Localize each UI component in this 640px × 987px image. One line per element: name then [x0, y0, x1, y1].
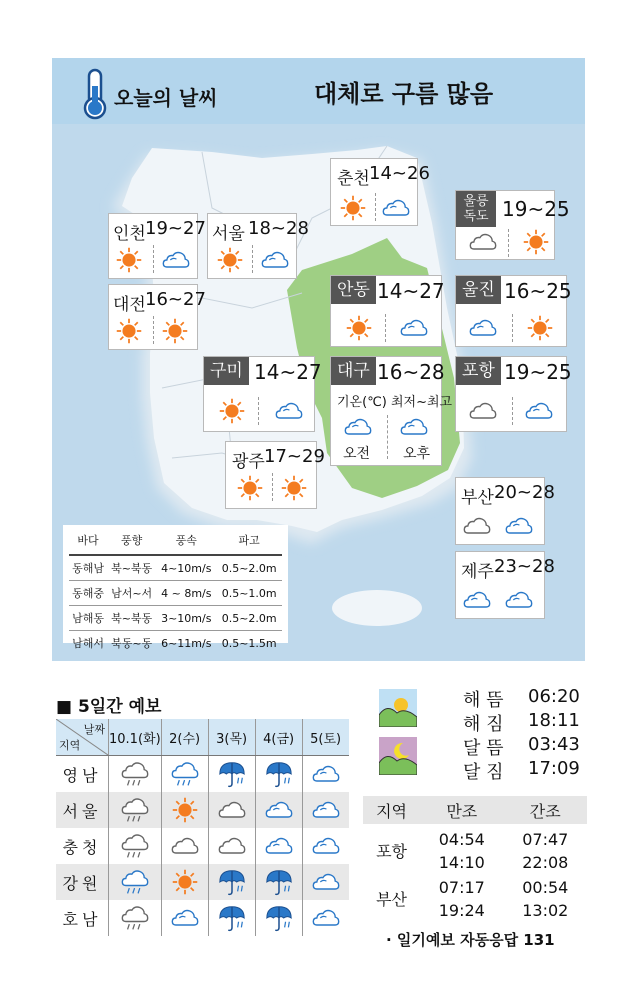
- partly-cloudy-icon: [524, 397, 554, 425]
- partly-cloudy-icon: [274, 397, 304, 425]
- table-row: [56, 900, 349, 936]
- table-row: 남해동 북~북동 3~10m/s 0.5~2.0m: [69, 606, 282, 631]
- cloudy-icon: [468, 397, 498, 425]
- sunny-icon: [115, 317, 143, 345]
- region-name: 대전: [113, 295, 146, 315]
- region-name-tag: 대구: [331, 357, 376, 385]
- low-tide-time: 22:08: [522, 853, 569, 872]
- cloud-rain-icon: [109, 828, 162, 864]
- table-row: 동해남 북~북동 4~10m/s 0.5~2.0m: [69, 555, 282, 581]
- region-temps: 16~25: [504, 279, 572, 303]
- partly-cloudy-icon: [462, 586, 492, 614]
- forecast-day: 3(목): [208, 719, 255, 756]
- low-tide-time: 00:54: [522, 878, 569, 897]
- sunset-label: 해 짐: [463, 714, 504, 735]
- region-box-chuncheon: [330, 158, 430, 226]
- region-name: 춘천: [337, 169, 370, 189]
- sea-header: 바다: [69, 529, 107, 555]
- high-tide-time: 07:17: [438, 878, 485, 897]
- region-box-seoul: [207, 213, 309, 279]
- partly-cloudy-icon: [381, 194, 411, 222]
- sunrise-icon: [379, 689, 417, 727]
- moonset-label: 달 짐: [463, 762, 504, 783]
- region-temps: 14~27: [254, 360, 322, 384]
- region-name: 제주: [461, 562, 494, 582]
- partly-cloudy-icon: [161, 900, 208, 936]
- high-tide-time: 19:24: [438, 901, 485, 920]
- table-row: [56, 756, 349, 793]
- partly-cloudy-icon: [504, 512, 534, 540]
- region-box-daegu: [330, 356, 453, 466]
- table-row: [363, 824, 587, 875]
- region-name: 광주: [232, 452, 265, 472]
- weather-summary: 대체로 구름 많음: [314, 80, 493, 108]
- partly-cloudy-rain-icon: [109, 864, 162, 900]
- region-name: 인천: [113, 224, 146, 244]
- sunny-icon: [161, 792, 208, 828]
- region-temps: 16~28: [377, 360, 445, 384]
- umbrella-icon: [255, 900, 302, 936]
- sunny-icon: [115, 246, 143, 274]
- region-name: 부산: [461, 488, 494, 508]
- sunrise-time: 06:20: [528, 686, 580, 707]
- cloud-rain-icon: [109, 900, 162, 936]
- region-name-tag: 구미: [204, 357, 249, 385]
- table-row: [363, 875, 587, 923]
- tide-region: 부산: [376, 889, 407, 909]
- five-day-forecast-table: [56, 719, 349, 936]
- sunny-icon: [339, 194, 367, 222]
- cloudy-icon: [208, 792, 255, 828]
- wind-dir-header: 풍향: [107, 529, 156, 555]
- partly-cloudy-icon: [260, 246, 290, 274]
- partly-cloudy-icon: [302, 792, 349, 828]
- wind-speed-header: 풍속: [156, 529, 216, 555]
- region-box-gumi: [203, 356, 322, 432]
- moonrise-time: 03:43: [528, 734, 580, 755]
- forecast-region: 충청: [62, 837, 102, 857]
- partly-cloudy-icon: [302, 756, 349, 793]
- partly-cloudy-icon: [255, 792, 302, 828]
- cloud-rain-icon: [109, 792, 162, 828]
- cloudy-icon: [468, 228, 498, 256]
- low-tide-time: 07:47: [522, 830, 569, 849]
- partly-cloudy-rain-icon: [161, 756, 208, 793]
- forecast-region: 호남: [62, 909, 102, 929]
- table-row: [56, 828, 349, 864]
- low-tide-time: 13:02: [522, 901, 569, 920]
- region-box-ulleung: [455, 190, 570, 260]
- sunny-icon: [161, 864, 208, 900]
- region-name-tag: 안동: [331, 276, 376, 304]
- region-box-daejeon: [108, 284, 206, 350]
- forecast-day: 2(수): [161, 719, 208, 756]
- moonrise-icon: [379, 737, 417, 775]
- forecast-day: 5(토): [302, 719, 349, 756]
- region-temps: 19~25: [502, 197, 570, 221]
- high-tide-time: 14:10: [438, 853, 485, 872]
- umbrella-icon: [255, 756, 302, 793]
- partly-cloudy-icon: [302, 900, 349, 936]
- high-tide-header: 만조: [420, 796, 503, 824]
- forecast-day: 4(금): [255, 719, 302, 756]
- region-box-incheon: [108, 213, 206, 279]
- forecast-title: ■ 5일간 예보: [56, 697, 162, 717]
- umbrella-icon: [208, 864, 255, 900]
- cloud-rain-icon: [109, 756, 162, 793]
- cloudy-icon: [208, 828, 255, 864]
- tide-region: 포항: [376, 841, 407, 861]
- partly-cloudy-icon: [343, 413, 373, 441]
- table-row: 동해중 남서~서 4 ~ 8m/s 0.5~1.0m: [69, 581, 282, 606]
- forecast-region: 강원: [56, 864, 109, 900]
- partly-cloudy-icon: [468, 314, 498, 342]
- region-name: 서울: [212, 224, 245, 244]
- region-temps: 23~28: [494, 556, 555, 577]
- umbrella-icon: [255, 864, 302, 900]
- region-box-jeju: [455, 551, 555, 619]
- wave-height-header: 파고: [216, 529, 282, 555]
- sunny-icon: [280, 474, 308, 502]
- region-box-gwangju: [225, 441, 325, 509]
- partly-cloudy-icon: [302, 864, 349, 900]
- region-box-pohang: [455, 356, 572, 432]
- region-temps: 14~27: [377, 279, 445, 303]
- forecast-corner: 날짜 지역: [56, 719, 109, 756]
- partly-cloudy-icon: [255, 828, 302, 864]
- forecast-hotline: · 일기예보 자동응답 131: [386, 931, 555, 949]
- region-temps: 19~25: [504, 360, 572, 384]
- table-row: 남해서 북동~동 6~11m/s 0.5~1.5m: [72, 636, 277, 650]
- sea-conditions-table: [63, 525, 288, 650]
- region-temps: 19~27: [145, 218, 206, 239]
- moonrise-label: 달 뜸: [463, 738, 504, 759]
- tide-table: [363, 796, 587, 923]
- forecast-region: 영남: [62, 765, 102, 785]
- partly-cloudy-icon: [504, 586, 534, 614]
- sunrise-label: 해 뜸: [463, 690, 504, 711]
- region-box-busan: [455, 477, 555, 545]
- sunny-icon: [522, 228, 550, 256]
- cloudy-icon: [462, 512, 492, 540]
- sunset-time: 18:11: [528, 710, 580, 731]
- region-name-tag: 울진: [456, 276, 501, 304]
- region-temps: 14~26: [369, 163, 430, 184]
- tide-region-header: 지역: [363, 796, 420, 824]
- region-box-andong: [330, 275, 445, 347]
- sunny-icon: [216, 246, 244, 274]
- pm-label: 오후: [403, 446, 431, 462]
- moonset-time: 17:09: [528, 758, 580, 779]
- partly-cloudy-icon: [399, 413, 429, 441]
- sunny-icon: [218, 397, 246, 425]
- partly-cloudy-icon: [302, 828, 349, 864]
- cloudy-icon: [161, 828, 208, 864]
- sunny-icon: [236, 474, 264, 502]
- forecast-region: 서울: [56, 792, 109, 828]
- region-box-uljin: [455, 275, 572, 347]
- region-name-tag: 포항: [456, 357, 501, 385]
- forecast-day: 10.1(화): [109, 719, 162, 756]
- region-temps: 17~29: [264, 446, 325, 467]
- sunny-icon: [345, 314, 373, 342]
- region-temps: 20~28: [494, 482, 555, 503]
- sunny-icon: [526, 314, 554, 342]
- today-weather-title: 오늘의 날씨: [114, 86, 218, 110]
- am-label: 오전: [343, 446, 371, 462]
- partly-cloudy-icon: [161, 246, 191, 274]
- region-temps: 18~28: [248, 218, 309, 239]
- temp-legend: 기온(℃) 최저~최고: [337, 395, 453, 410]
- sunny-icon: [161, 317, 189, 345]
- umbrella-icon: [208, 756, 255, 793]
- table-row: [56, 864, 349, 900]
- region-temps: 16~27: [145, 289, 206, 310]
- umbrella-icon: [208, 900, 255, 936]
- table-row: [56, 792, 349, 828]
- region-name-tag: 울릉 독도: [456, 191, 496, 227]
- low-tide-header: 간조: [504, 796, 587, 824]
- jeju-island: [332, 590, 422, 626]
- high-tide-time: 04:54: [438, 830, 485, 849]
- partly-cloudy-icon: [399, 314, 429, 342]
